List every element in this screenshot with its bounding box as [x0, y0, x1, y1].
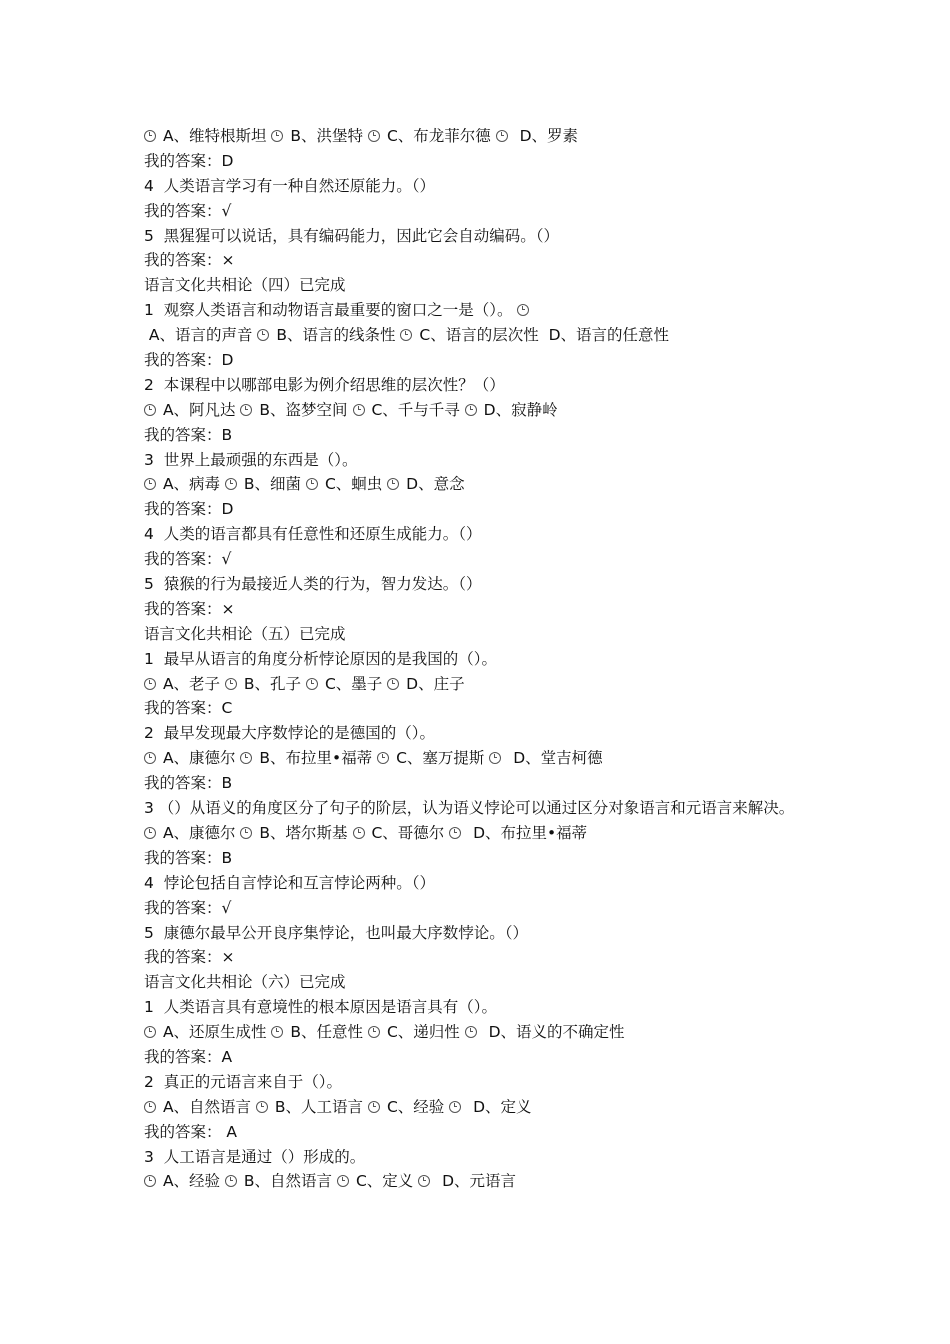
text-line: 我的答案：×	[144, 948, 235, 967]
text-line: 我的答案：D	[144, 351, 234, 370]
radio-option-icon[interactable]	[271, 130, 283, 142]
option-label: B、布拉里•福蒂	[259, 749, 373, 768]
radio-option-icon[interactable]	[256, 1101, 268, 1113]
radio-option-icon[interactable]	[144, 130, 156, 142]
option-label: C、蛔虫	[324, 475, 383, 494]
option-label: D、庄子	[406, 674, 465, 693]
radio-option-icon[interactable]	[225, 1175, 237, 1187]
options-row	[144, 1095, 824, 1120]
radio-option-icon[interactable]	[144, 1026, 156, 1038]
radio-option-icon[interactable]	[353, 404, 365, 416]
option-label: C、定义	[355, 1172, 414, 1191]
radio-option-icon[interactable]	[240, 404, 252, 416]
text-line: 我的答案：D	[144, 151, 234, 170]
options-row	[144, 1169, 824, 1194]
radio-option-icon[interactable]	[144, 404, 156, 416]
option-label: D、寂静岭	[483, 400, 558, 419]
radio-option-icon[interactable]	[225, 678, 237, 690]
question-line: 3 （）从语义的角度区分了句子的阶层，认为语义悖论可以通过区分对象语言和元语言来解决。	[144, 799, 795, 818]
options-row	[144, 472, 824, 497]
option-label: C、哥德尔	[371, 823, 445, 842]
option-label: D、语言的任意性	[543, 326, 670, 345]
text-line: 我的答案：√	[144, 550, 232, 569]
option-label: D、布拉里•福蒂	[468, 823, 588, 842]
document-content	[144, 124, 824, 1194]
text-line: 4 人类的语言都具有任意性和还原生成能力。（）	[144, 525, 482, 544]
radio-option-icon[interactable]	[240, 827, 252, 839]
radio-option-icon[interactable]	[368, 1026, 380, 1038]
text-line: 语言文化共相论（四）已完成	[144, 276, 346, 295]
radio-option-icon[interactable]	[271, 1026, 283, 1038]
radio-option-icon[interactable]	[465, 1026, 477, 1038]
option-label: B、洪堡特	[290, 127, 364, 145]
text-line: 3 世界上最顽强的东西是（）。	[144, 450, 358, 469]
option-label: D、堂吉柯德	[508, 749, 603, 768]
option-label: B、塔尔斯基	[259, 823, 348, 842]
text-line: 2 真正的元语言来自于（）。	[144, 1072, 342, 1091]
radio-option-icon[interactable]	[368, 1101, 380, 1113]
text-line: 我的答案：×	[144, 599, 235, 618]
radio-option-icon[interactable]	[257, 329, 269, 341]
text-line: 我的答案：A	[144, 1047, 233, 1066]
text-line: 我的答案：√	[144, 898, 232, 917]
option-label: B、自然语言	[243, 1172, 333, 1191]
text-line: 我的答案：B	[144, 774, 233, 793]
option-label: D、意念	[406, 475, 465, 494]
option-label: A、自然语言	[162, 1097, 252, 1116]
text-line: 5 黑猩猩可以说话，具有编码能力，因此它会自动编码。（）	[144, 226, 559, 245]
radio-option-icon[interactable]	[465, 404, 477, 416]
option-label: B、任意性	[290, 1023, 364, 1042]
option-label: C、墨子	[324, 674, 383, 693]
radio-option-icon[interactable]	[353, 827, 365, 839]
option-label: C、塞万提斯	[396, 749, 485, 768]
radio-option-icon[interactable]	[449, 827, 461, 839]
text-line: 1 最早从语言的角度分析悖论原因的是我国的（）。	[144, 649, 497, 668]
text-line: 4 悖论包括自言悖论和互言悖论两种。（）	[144, 873, 435, 892]
option-label: C、布龙菲尔德	[386, 127, 491, 145]
options-row	[144, 672, 824, 697]
text-line: 2 最早发现最大序数悖论的是德国的（）。	[144, 724, 435, 743]
option-label: A、经验	[162, 1172, 221, 1191]
radio-option-icon[interactable]	[225, 478, 237, 490]
option-label: B、人工语言	[274, 1097, 364, 1116]
text-line: 我的答案： A	[144, 1122, 238, 1141]
option-label: A、维特根斯坦	[162, 127, 267, 145]
radio-option-icon[interactable]	[387, 678, 399, 690]
radio-option-icon[interactable]	[517, 304, 529, 316]
option-label: D、罗素	[514, 127, 579, 145]
radio-option-icon[interactable]	[337, 1175, 349, 1187]
options-row	[144, 821, 824, 846]
text-line: 我的答案：B	[144, 425, 233, 444]
radio-option-icon[interactable]	[240, 752, 252, 764]
radio-option-icon[interactable]	[144, 678, 156, 690]
radio-option-icon[interactable]	[377, 752, 389, 764]
option-label: A、还原生成性	[162, 1023, 267, 1042]
question-line	[144, 298, 824, 323]
text-line: 我的答案：×	[144, 251, 235, 270]
text-line: 我的答案：B	[144, 848, 233, 867]
option-label: A、老子	[162, 674, 221, 693]
option-label: A、康德尔	[162, 749, 236, 768]
option-label: D、定义	[468, 1097, 532, 1116]
option-label: B、语言的线条性	[276, 326, 396, 345]
option-label: B、孔子	[243, 674, 302, 693]
radio-option-icon[interactable]	[496, 130, 508, 142]
radio-option-icon[interactable]	[449, 1101, 461, 1113]
question-text: 1 观察人类语言和动物语言最重要的窗口之一是（）。	[144, 301, 518, 320]
text-line: 我的答案：C	[144, 699, 233, 718]
radio-option-icon[interactable]	[418, 1175, 430, 1187]
option-label: A、阿凡达	[162, 400, 236, 419]
text-line: 5 猿猴的行为最接近人类的行为，智力发达。（）	[144, 575, 482, 594]
text-line: 5 康德尔最早公开良序集悖论，也叫最大序数悖论。（）	[144, 923, 528, 942]
option-label: A、病毒	[162, 475, 221, 494]
radio-option-icon[interactable]	[306, 678, 318, 690]
radio-option-icon[interactable]	[387, 478, 399, 490]
option-label: A、康德尔	[162, 823, 236, 842]
option-label: B、细菌	[243, 475, 302, 494]
option-label: C、语言的层次性	[419, 326, 539, 345]
text-line: 我的答案：D	[144, 500, 234, 519]
radio-option-icon[interactable]	[144, 827, 156, 839]
option-label: C、千与千寻	[371, 400, 460, 419]
options-row	[144, 746, 824, 771]
option-label: B、盗梦空间	[259, 400, 348, 419]
options-row	[144, 323, 824, 348]
option-label: C、递归性	[386, 1023, 460, 1042]
text-line: 2 本课程中以哪部电影为例介绍思维的层次性？（）	[144, 375, 505, 394]
text-line: 4 人类语言学习有一种自然还原能力。（）	[144, 176, 435, 195]
radio-option-icon[interactable]	[400, 329, 412, 341]
radio-option-icon[interactable]	[368, 130, 380, 142]
option-label: C、经验	[386, 1097, 445, 1116]
option-label: D、语义的不确定性	[483, 1023, 625, 1042]
text-line: 3 人工语言是通过（）形成的。	[144, 1147, 366, 1166]
radio-option-icon[interactable]	[489, 752, 501, 764]
radio-option-icon[interactable]	[144, 478, 156, 490]
radio-option-icon[interactable]	[144, 752, 156, 764]
options-row	[144, 124, 824, 149]
options-row	[144, 398, 824, 423]
option-label: A、语言的声音	[144, 326, 258, 345]
option-label: D、元语言	[437, 1172, 517, 1191]
text-line: 语言文化共相论（五）已完成	[144, 624, 346, 643]
text-line: 语言文化共相论（六）已完成	[144, 973, 346, 992]
options-row	[144, 1020, 824, 1045]
radio-option-icon[interactable]	[144, 1101, 156, 1113]
text-line: 我的答案：√	[144, 201, 232, 220]
radio-option-icon[interactable]	[306, 478, 318, 490]
text-line: 1 人类语言具有意境性的根本原因是语言具有（）。	[144, 998, 497, 1017]
radio-option-icon[interactable]	[144, 1175, 156, 1187]
